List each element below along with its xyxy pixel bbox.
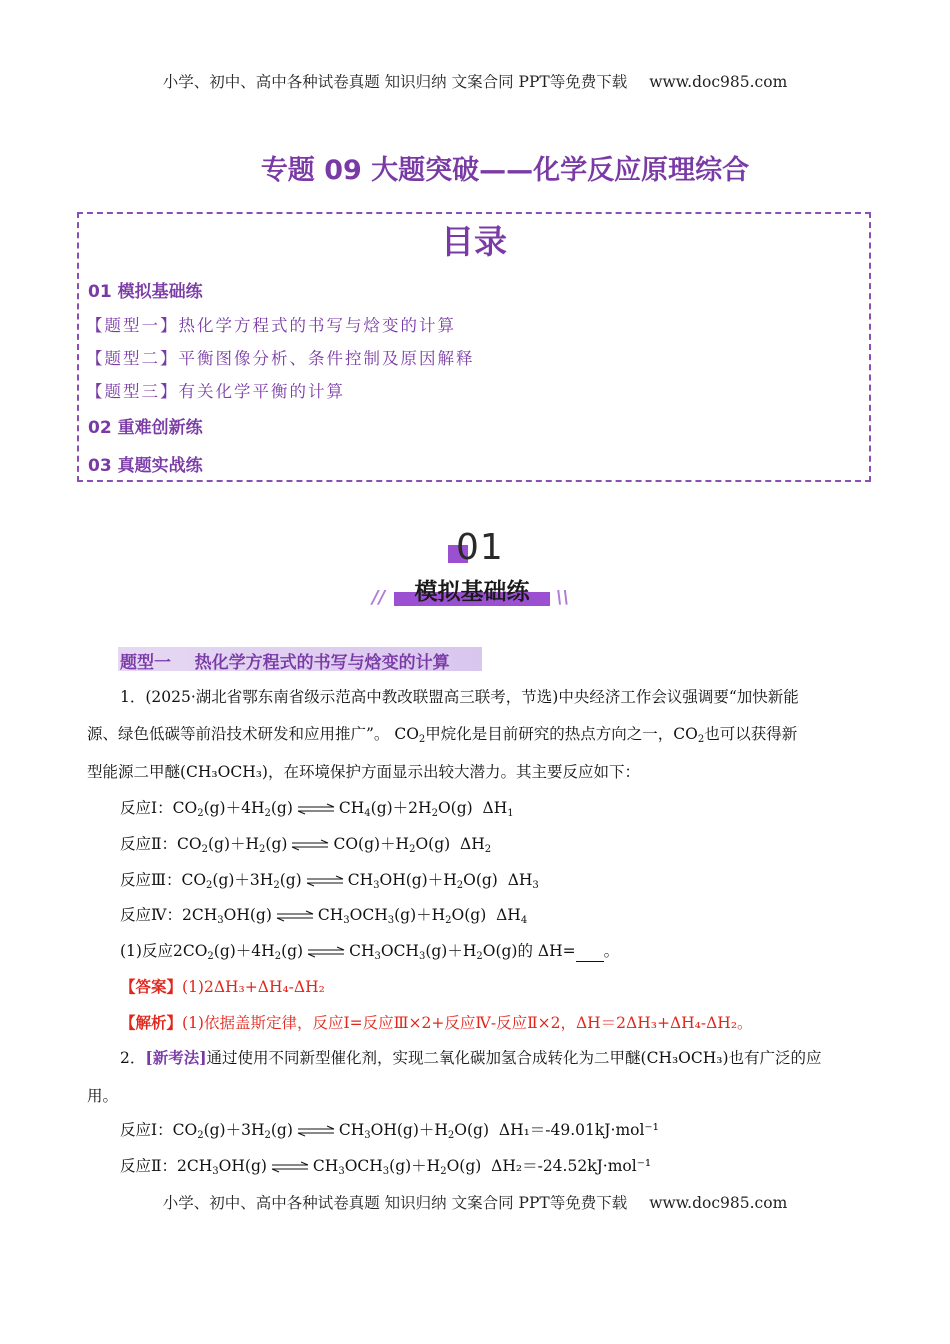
page-footer (0, 1191, 950, 1213)
analysis-text: (1)依据盖斯定律，反应Ⅰ=反应Ⅲ×2+反应Ⅳ-反应Ⅱ×2，ΔH＝2ΔH₃+ΔH₄-ΔH₂。 (182, 1014, 753, 1032)
slash-right-icon: \\ (556, 587, 570, 608)
equilibrium-arrow-icon (275, 910, 315, 922)
header-site: www.doc985.com (649, 73, 788, 91)
toc-section-2[interactable]: 02 重难创新练 (88, 418, 203, 438)
toc-section-1[interactable]: 01 模拟基础练 (88, 282, 203, 302)
answer-text: (1)2ΔH₃+ΔH₄-ΔH₂ (182, 978, 325, 996)
q2-reaction-1: 反应Ⅰ：$CO_2(g)+3H_2(g)$ $CH_3OH(g)+H_2O(g)$ ΔH₁＝-49.01kJ·mol⁻¹ (120, 1121, 659, 1141)
q2-line-1: 2．[新考法]通过使用不同新型催化剂，实现二氧化碳加氢合成转化为二甲醚(CH₃OCH₃)也有广泛的应 (120, 1048, 822, 1067)
equilibrium-arrow-icon (306, 946, 346, 958)
equilibrium-arrow-icon (290, 839, 330, 851)
slash-left-icon: // (372, 587, 386, 608)
badge-number: 01 (456, 527, 504, 568)
footer-text: 小学、初中、高中各种试卷真题 知识归纳 文案合同 PPT等免费下载 (162, 1194, 628, 1212)
toc-heading: 目录 (441, 222, 507, 261)
page-title: 专题 09 大题突破——化学反应原理综合 (260, 155, 750, 186)
new-method-tag: [新考法] (145, 1048, 207, 1067)
toc-item-3[interactable]: 【题型三】有关化学平衡的计算 (86, 382, 345, 401)
answer-1 (120, 975, 325, 997)
question-1-1: (1)反应$2CO_2(g)+4H_2(g)$ $CH_3OCH_3(g)+H_2O(g)$的 ΔH= 。 (120, 942, 620, 962)
reaction-1: 反应Ⅰ：$CO_2(g)+4H_2(g)$ $CH_4(g)+2H_2O(g)$ $\Delta H_1$ (120, 799, 514, 819)
q2-line-2: 用。 (87, 1087, 119, 1105)
type-heading: 题型一 热化学方程式的书写与焓变的计算 (120, 653, 450, 673)
reaction-4: 反应Ⅳ：$2CH_3OH(g)$ $CH_3OCH_3(g)+H_2O(g)$ $\Delta H_4$ (120, 906, 528, 926)
footer-site: www.doc985.com (649, 1194, 788, 1212)
toc-item-2[interactable]: 【题型二】平衡图像分析、条件控制及原因解释 (86, 349, 475, 368)
equilibrium-arrow-icon (270, 1161, 310, 1173)
answer-tag: 【答案】 (120, 977, 183, 996)
badge-label: 模拟基础练 (414, 579, 530, 605)
answer-blank[interactable] (576, 947, 604, 962)
q1-line-1: 1．(2025·湖北省鄂东南省级示范高中教改联盟高三联考，节选)中央经济工作会议强调要“加快新能 (120, 688, 799, 706)
q1-line-3: 型能源二甲醚(CH₃OCH₃)，在环境保护方面显示出较大潜力。其主要反应如下： (87, 763, 640, 781)
toc-item-1[interactable]: 【题型一】热化学方程式的书写与焓变的计算 (86, 316, 456, 335)
equilibrium-arrow-icon (305, 875, 345, 887)
q1-line-2: 源、绿色低碳等前沿技术研发和应用推广”。 $CO_2$甲烷化是目前研究的热点方向之一，$CO_2$也可以获得新 (87, 725, 798, 745)
equilibrium-arrow-icon (296, 803, 336, 815)
reaction-2: 反应Ⅱ：$CO_2(g)+H_2(g)$ $CO(g)+H_2O(g)$ $\Delta H_2$ (120, 835, 492, 855)
q2-reaction-2: 反应Ⅱ：$2CH_3OH(g)$ $CH_3OCH_3(g)+H_2O(g)$ ΔH₂＝-24.52kJ·mol⁻¹ (120, 1157, 652, 1177)
header-text: 小学、初中、高中各种试卷真题 知识归纳 文案合同 PPT等免费下载 (162, 73, 628, 91)
analysis-tag: 【解析】 (120, 1013, 183, 1032)
equilibrium-arrow-icon (296, 1125, 336, 1137)
reaction-3: 反应Ⅲ：$CO_2(g)+3H_2(g)$ $CH_3OH(g)+H_2O(g)$ $\Delta H_3$ (120, 871, 539, 891)
page-header (0, 70, 950, 92)
toc-section-3[interactable]: 03 真题实战练 (88, 456, 203, 476)
analysis-1 (120, 1011, 753, 1033)
